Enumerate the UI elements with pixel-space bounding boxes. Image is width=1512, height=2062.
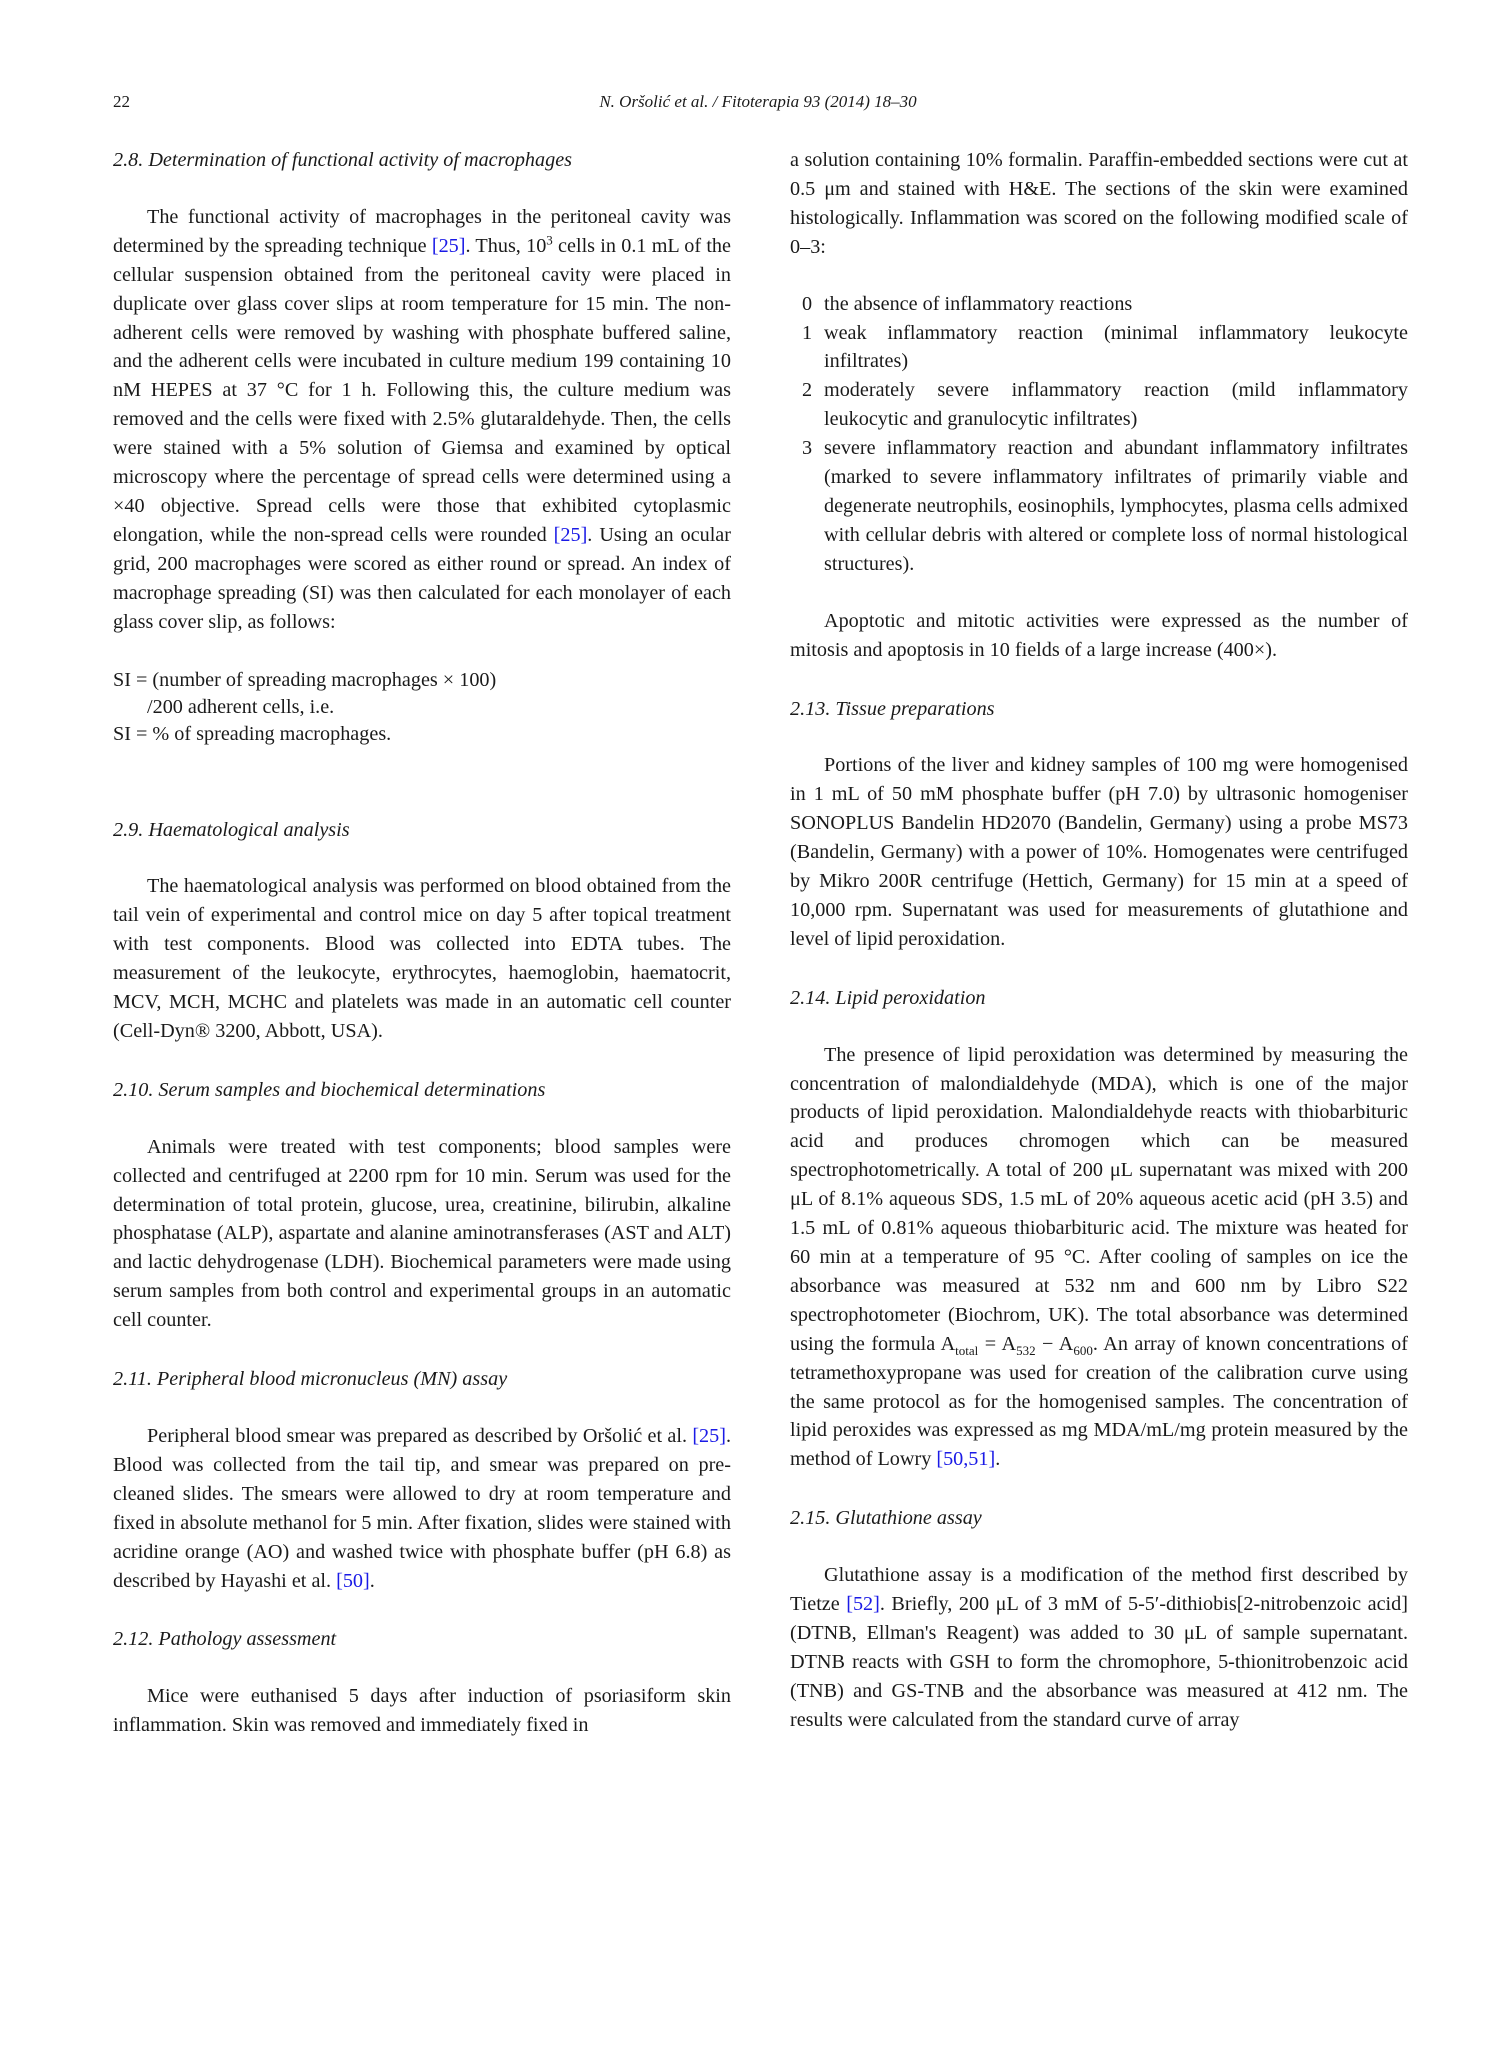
left-column <box>113 146 731 1740</box>
journal-citation: N. Oršolić et al. / Fitoterapia 93 (2014) 18–30 <box>599 92 917 111</box>
text-span: Peripheral blood smear was prepared as described by Oršolić et al. <box>147 1425 693 1447</box>
paragraph-pathology-continued: a solution containing 10% formalin. Paraffin-embedded sections were cut at 0.5 μm and stained with H&E. The sections of the skin were examined histologically. Inflammation was scored on the following modified scale of 0–3: <box>790 149 1408 258</box>
scale-description: weak inflammatory reaction (minimal inflammatory leukocyte infiltrates) <box>824 321 1408 373</box>
page-number: 22 <box>113 92 130 111</box>
text-span: . <box>995 1448 1001 1471</box>
scale-description: moderately severe inflammatory reaction (mild inflammatory leukocytic and granulocytic infiltrates) <box>824 379 1408 431</box>
paragraph-apoptosis: Apoptotic and mitotic activities were expressed as the number of mitosis and apoptosis in 10 fields of a large increase (400×). <box>790 609 1408 661</box>
text-span: . <box>369 1569 375 1592</box>
superscript: 3 <box>546 232 553 248</box>
text-span: . Briefly, 200 μL of 3 mM of 5-5′-dithiobis[2-nitrobenzoic acid] (DTNB, Ellman's Reagent) was added to 30 μL of sample supernatant. DTNB reacts with GSH to form the chromophore, 5-thionitrobenzoic acid (TNB) and GS-TNB and the absorbance was measured at 412 nm. The results were calculated from the standard curve of array <box>790 1593 1408 1731</box>
inflammation-scale-list <box>790 290 1408 579</box>
text-span: . Using an ocular grid, 200 macrophages were scored as either round or spread. An index of macrophage spreading (SI) was then calculated for each monolayer of each glass cover slip, as follows: <box>113 523 731 633</box>
section-title-2-15: 2.15. Glutathione assay <box>790 1507 982 1530</box>
paragraph-lipid <box>790 1041 1408 1475</box>
paragraph-haematological: The haematological analysis was performed on blood obtained from the tail vein of experimental and control mice on day 5 after topical treatment with test components. Blood was collected into EDTA tubes. The measurement of the leukocyte, erythrocytes, haemoglobin, haematocrit, MCV, MCH, MCHC and platelets was made in an automatic cell counter (Cell-Dyn® 3200, Abbott, USA). <box>113 875 731 1042</box>
scale-number: 3 <box>801 437 813 460</box>
citation-link-52[interactable]: [52] <box>846 1593 880 1616</box>
paragraph-micronucleus <box>113 1422 731 1595</box>
section-title-2-13: 2.13. Tissue preparations <box>790 697 995 720</box>
citation-link-25[interactable]: [25] <box>431 234 466 257</box>
citation-link-25[interactable]: [25] <box>692 1425 726 1447</box>
formula-line-1: SI = (number of spreading macrophages × 100) <box>113 668 497 691</box>
section-title-2-8: 2.8. Determination of functional activity of macrophages <box>113 149 573 171</box>
text-span: − A <box>1035 1332 1074 1355</box>
text-span: The functional activity of macrophages in the peritoneal cavity was determined by the spreading technique <box>113 205 731 257</box>
right-column <box>790 146 1408 1735</box>
section-title-2-14: 2.14. Lipid peroxidation <box>790 986 986 1009</box>
paragraph-macrophages <box>113 203 731 637</box>
paragraph-serum: Animals were treated with test components; blood samples were collected and centrifuged at 2200 rpm for 10 min. Serum was used for the determination of total protein, glucose, urea, creatinine, bilirubin, alkaline phosphatase (ALP), aspartate and alanine aminotransferases (AST and ALT) and lactic dehydrogenase (LDH). Biochemical parameters were made using serum samples from both control and experimental groups in an automatic cell counter. <box>113 1135 731 1332</box>
scale-number: 1 <box>801 321 813 344</box>
scale-description: the absence of inflammatory reactions <box>824 292 1133 315</box>
text-span: cells in 0.1 mL of the cellular suspension obtained from the peritoneal cavity were placed in duplicate over glass cover slips at room temperature for 15 min. The non-adherent cells were removed by washing with phosphate buffered saline, and the adherent cells were incubated in culture medium 199 containing 10 nM HEPES at 37 °C for 1 h. Following this, the culture medium was removed and the cells were fixed with 2.5% glutaraldehyde. Then, the cells were stained with a 5% solution of Giemsa and examined by optical microscopy where the percentage of spread cells were determined using a ×40 objective. Spread cells were those that exhibited cytoplasmic elongation, while the non-spread cells were rounded <box>113 234 731 546</box>
text-span: The presence of lipid peroxidation was determined by measuring the concentration of malondialdehyde (MDA), which is one of the major products of lipid peroxidation. Malondialdehyde reacts with thiobarbituric acid and produces chromogen which can be measured spectrophotometrically. A total of 200 μL supernatant was mixed with 200 μL of 8.1% aqueous SDS, 1.5 mL of 20% aqueous acetic acid (pH 3.5) and 1.5 mL of 0.81% aqueous thiobarbituric acid. The mixture was heated for 60 min at a temperature of 95 °C. After cooling of samples on ice the absorbance was measured at 532 nm and 600 nm by Libro S22 spectrophotometer (Biochrom, UK). The total absorbance was determined using the formula A <box>790 1043 1408 1355</box>
subscript: total <box>955 1342 979 1358</box>
page-header <box>113 92 1403 118</box>
text-span: . An array of known concentrations of tetramethoxypropane was used for creation of the calibration curve using the same protocol as for the homogenised samples. The concentration of lipid peroxides was expressed as mg MDA/mL/mg protein measured by the method of Lowry <box>790 1332 1408 1471</box>
scale-item-0 <box>790 290 1408 319</box>
text-span: . Blood was collected from the tail tip, and smear was prepared on pre-cleaned slides. The smears were allowed to dry at room temperature and fixed in absolute methanol for 5 min. After fixation, slides were stained with acridine orange (AO) and washed twice with phosphate buffer (pH 6.8) as described by Hayashi et al. <box>113 1425 731 1592</box>
citation-link-50[interactable]: [50] <box>336 1569 370 1592</box>
si-formula <box>113 667 731 748</box>
section-title-2-10: 2.10. Serum samples and biochemical determinations <box>113 1078 546 1101</box>
paragraph-tissue: Portions of the liver and kidney samples of 100 mg were homogenised in 1 mL of 50 mM phosphate buffer (pH 7.0) by ultrasonic homogeniser SONOPLUS Bandelin HD2070 (Bandelin, Germany) using a probe MS73 (Bandelin, Germany) with a power of 10%. Homogenates were centrifuged by Mikro 200R centrifuge (Hettich, Germany) for 15 min at a speed of 10,000 rpm. Supernatant was used for measurements of glutathione and level of lipid peroxidation. <box>790 754 1408 950</box>
subscript: 532 <box>1016 1342 1036 1358</box>
citation-link-50-51[interactable]: [50,51] <box>936 1448 996 1471</box>
section-title-2-9: 2.9. Haematological analysis <box>113 818 350 841</box>
section-title-2-12: 2.12. Pathology assessment <box>113 1628 337 1651</box>
scale-number: 0 <box>801 292 813 315</box>
scale-item-1 <box>790 319 1408 377</box>
text-span: = A <box>978 1332 1017 1355</box>
scale-item-2 <box>790 376 1408 434</box>
formula-line-2: /200 adherent cells, i.e. <box>147 695 335 718</box>
paragraph-pathology-start: Mice were euthanised 5 days after induction of psoriasiform skin inflammation. Skin was removed and immediately fixed in <box>113 1685 731 1737</box>
citation-link-25[interactable]: [25] <box>553 523 588 546</box>
scale-number: 2 <box>801 379 813 402</box>
section-title-2-11: 2.11. Peripheral blood micronucleus (MN) assay <box>113 1368 508 1391</box>
formula-line-3: SI = % of spreading macrophages. <box>113 722 392 745</box>
scale-description: severe inflammatory reaction and abundant inflammatory infiltrates (marked to severe inflammatory infiltrates of primarily viable and degenerate neutrophils, eosinophils, lymphocytes, plasma cells admixed with cellular debris with altered or complete loss of normal histological structures). <box>824 437 1408 575</box>
text-span: . Thus, 10 <box>465 234 547 257</box>
text-span: Glutathione assay is a modification of the method first described by Tietze <box>790 1564 1408 1616</box>
paragraph-glutathione <box>790 1561 1408 1734</box>
subscript: 600 <box>1073 1342 1093 1358</box>
scale-item-3 <box>790 434 1408 579</box>
